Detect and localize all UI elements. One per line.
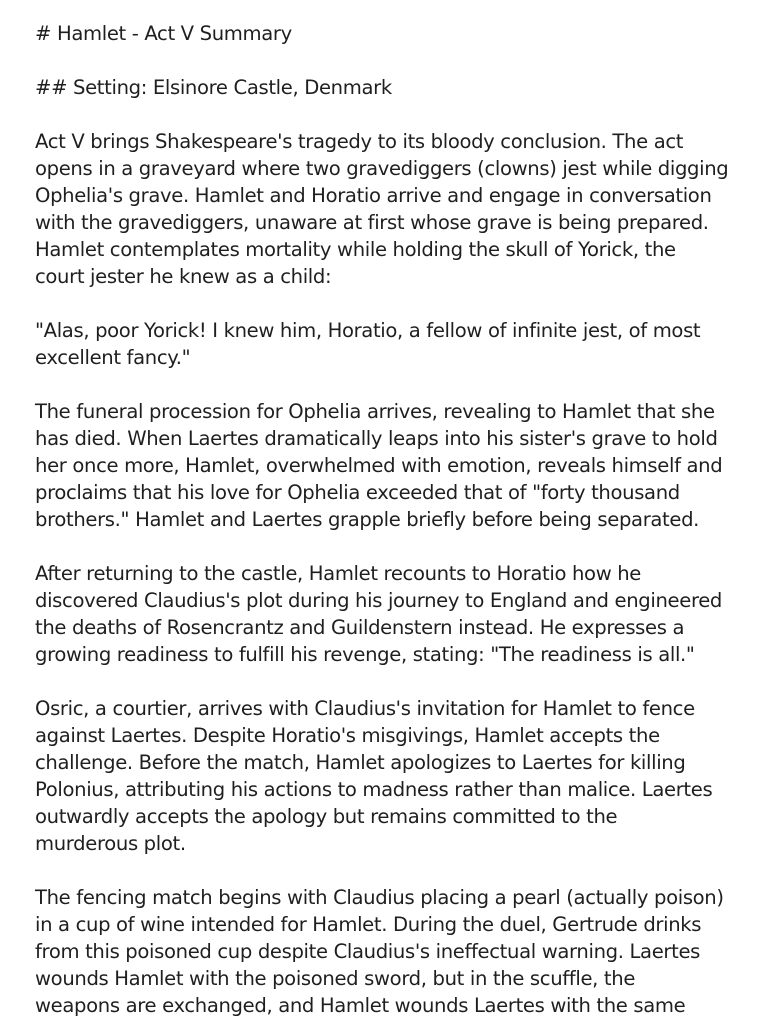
blank-line xyxy=(35,101,732,128)
paragraph-line: Act V brings Shakespeare's tragedy to its bloody conclusion. The act xyxy=(35,130,684,153)
blank-line xyxy=(35,290,732,317)
paragraph-line: Osric, a courtier, arrives with Claudius's invitation for Hamlet to fence xyxy=(35,697,695,720)
paragraph-line: Ophelia's grave. Hamlet and Horatio arrive and engage in conversation xyxy=(35,184,712,207)
paragraph-line: challenge. Before the match, Hamlet apologizes to Laertes for killing xyxy=(35,751,686,774)
paragraph-line: in a cup of wine intended for Hamlet. During the duel, Gertrude drinks xyxy=(35,913,702,936)
blank-line xyxy=(35,668,732,695)
paragraph-4 xyxy=(35,560,732,668)
blank-line xyxy=(35,371,732,398)
paragraph-line: has died. When Laertes dramatically leaps into his sister's grave to hold xyxy=(35,427,718,450)
setting-heading-line: ## Setting: Elsinore Castle, Denmark xyxy=(35,76,392,99)
paragraph-line: wounds Hamlet with the poisoned sword, but in the scuffle, the xyxy=(35,967,636,990)
paragraph-line: discovered Claudius's plot during his journey to England and engineered xyxy=(35,589,723,612)
paragraph-line: the deaths of Rosencrantz and Guildenstern instead. He expresses a xyxy=(35,616,685,639)
paragraph-line: murderous plot. xyxy=(35,832,186,855)
paragraph-line: court jester he knew as a child: xyxy=(35,265,332,288)
document-title-line: # Hamlet - Act V Summary xyxy=(35,22,292,45)
paragraph-line: The funeral procession for Ophelia arrives, revealing to Hamlet that she xyxy=(35,400,715,423)
paragraph-line: The fencing match begins with Claudius placing a pearl (actually poison) xyxy=(35,886,724,909)
blank-line xyxy=(35,47,732,74)
paragraph-line: weapons are exchanged, and Hamlet wounds Laertes with the same xyxy=(35,994,686,1017)
paragraph-line: brothers." Hamlet and Laertes grapple briefly before being separated. xyxy=(35,508,700,531)
paragraph-3 xyxy=(35,398,732,533)
paragraph-line: outwardly accepts the apology but remains committed to the xyxy=(35,805,618,828)
paragraph-line: After returning to the castle, Hamlet recounts to Horatio how he xyxy=(35,562,642,585)
paragraph-line: her once more, Hamlet, overwhelmed with emotion, reveals himself and xyxy=(35,454,723,477)
paragraph-line: proclaims that his love for Ophelia exceeded that of "forty thousand xyxy=(35,481,680,504)
blank-line xyxy=(35,533,732,560)
paragraph-line: Hamlet contemplates mortality while holding the skull of Yorick, the xyxy=(35,238,676,261)
paragraph-line: against Laertes. Despite Horatio's misgivings, Hamlet accepts the xyxy=(35,724,660,747)
paragraph-line: with the gravediggers, unaware at first whose grave is being prepared. xyxy=(35,211,709,234)
blank-line xyxy=(35,857,732,884)
quote-line: excellent fancy." xyxy=(35,346,191,369)
paragraph-5 xyxy=(35,695,732,857)
quote-line: "Alas, poor Yorick! I knew him, Horatio, a fellow of infinite jest, of most xyxy=(35,319,701,342)
paragraph-1 xyxy=(35,128,732,290)
paragraph-6 xyxy=(35,884,732,1019)
quote-paragraph xyxy=(35,317,732,371)
paragraph-line: growing readiness to fulfill his revenge, stating: "The readiness is all." xyxy=(35,643,695,666)
paragraph-line: from this poisoned cup despite Claudius's ineffectual warning. Laertes xyxy=(35,940,701,963)
paragraph-line: opens in a graveyard where two gravediggers (clowns) jest while digging xyxy=(35,157,729,180)
paragraph-line: Polonius, attributing his actions to madness rather than malice. Laertes xyxy=(35,778,713,801)
